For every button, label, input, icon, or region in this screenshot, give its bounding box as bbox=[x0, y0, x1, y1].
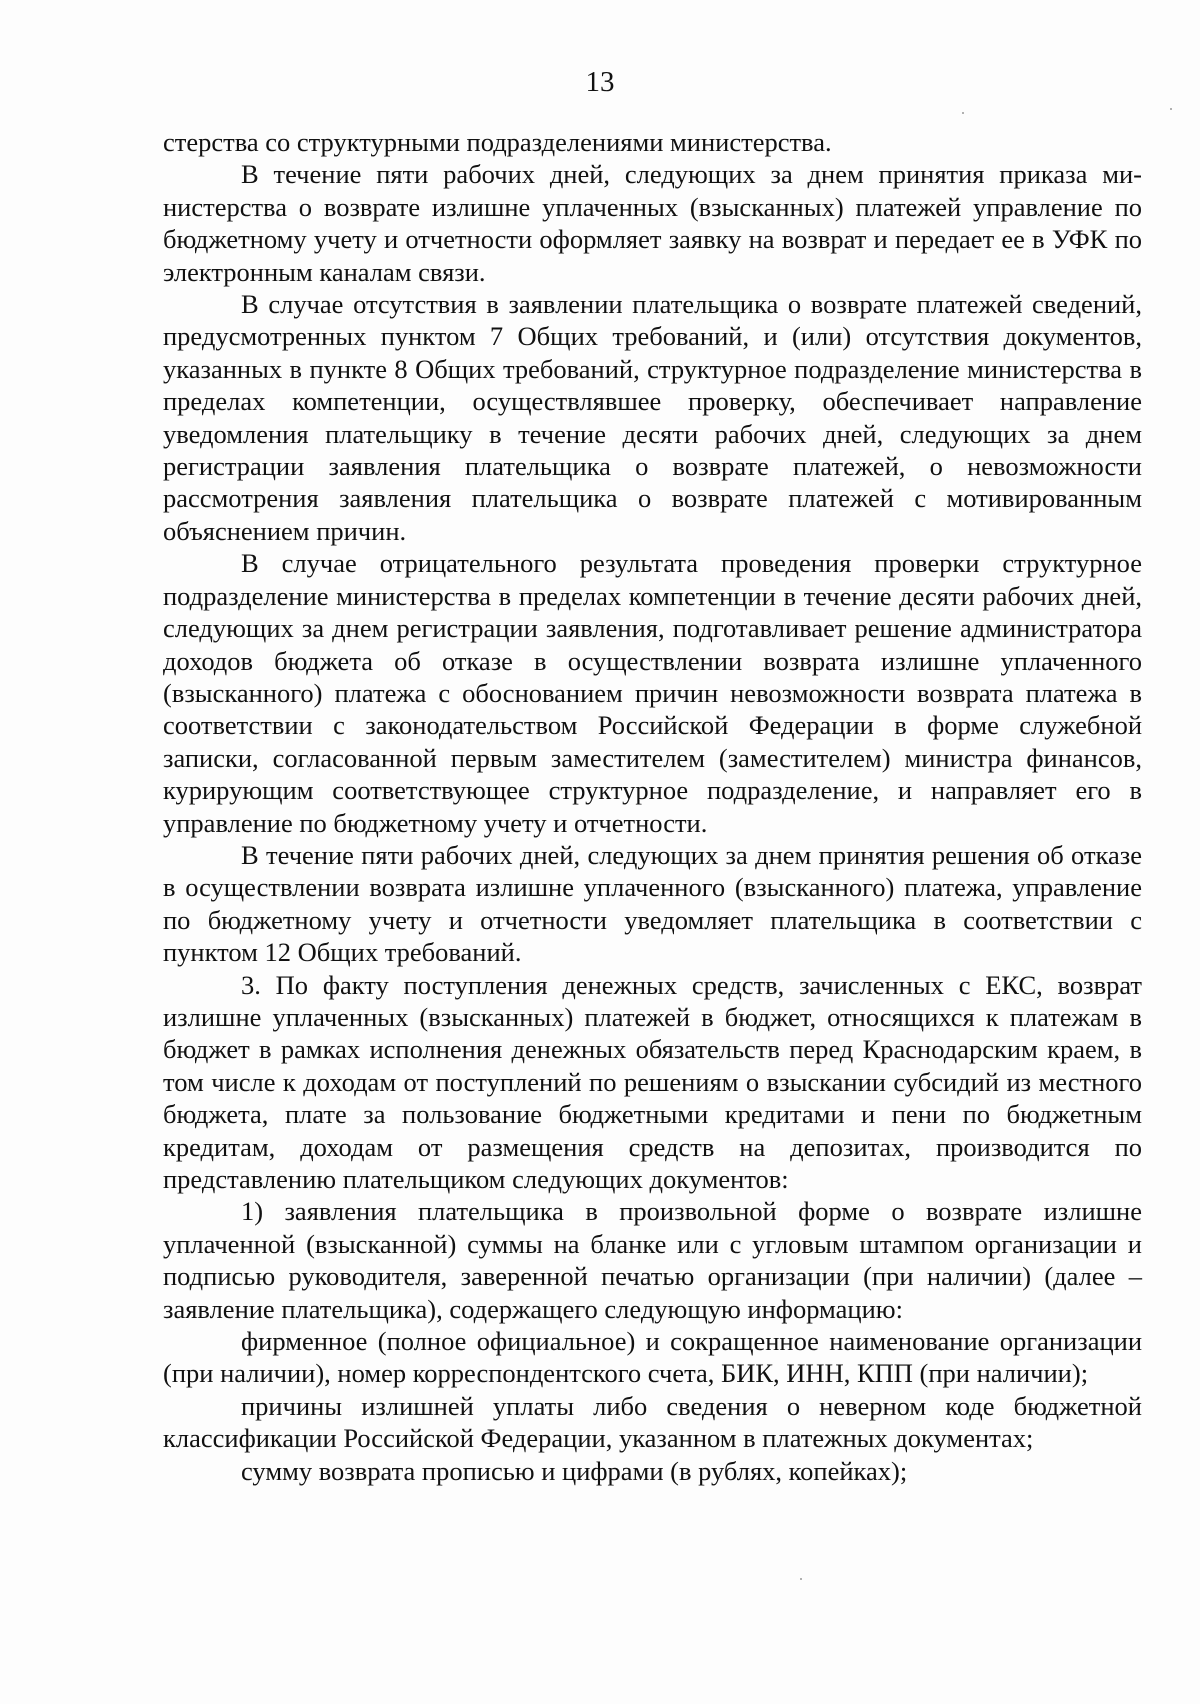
paragraph: В случае отсутствия в заявлении плательщика о возврате платежей сведений, предусмотренных пунктом 7 Общих требований, и (или) отсутствия документов, указанных в пункте 8 Общих требований, структурное подразделение министерства в пределах компетенции, осуществлявшее проверку, обеспечивает направление уведомления плательщику в течение десяти рабочих дней, следующих за днем регистрации заявления плательщика о возврате платежей, о невозможности рассмотрения заявления плательщика о возврате платежей с мотивированным объяснением причин. bbox=[163, 289, 1142, 546]
scan-speck bbox=[1170, 108, 1172, 110]
paragraph: сумму возврата прописью и цифрами (в рублях, копейках); bbox=[241, 1455, 908, 1486]
paragraph: В течение пяти рабочих дней, следующих за днем принятия решения об отказе в осуществлении возврата излишне уплаченного (взысканного) платежа, управление по бюджетному учету и отчетности уведомляет плательщика в соответствии с пунктом 12 Общих требований. bbox=[163, 839, 1142, 968]
paragraph: 1) заявления плательщика в произвольной форме о возврате излишне уплаченной (взысканной) суммы на бланке или с угловым штампом организации и подписью руководителя, заверенной печатью организации (при наличии) (далее – заявление плательщика), содержащего следующую информацию: bbox=[163, 1196, 1142, 1324]
scan-speck bbox=[800, 1578, 802, 1580]
paragraph: причины излишней уплаты либо сведения о неверном коде бюджетной классификации Российской Федерации, указанном в платежных документах; bbox=[163, 1390, 1142, 1454]
paragraph: фирменное (полное официальное) и сокращенное наименование организации (при наличии), номер корреспондентского счета, БИК, ИНН, КПП (при наличии); bbox=[163, 1326, 1142, 1389]
document-body bbox=[163, 126, 1142, 1487]
paragraph: В случае отрицательного результата проведения проверки структурное подразделение министерства в пределах компетенции в течение десяти рабочих дней, следующих за днем регистрации заявления, подготавливает решение администратора доходов бюджета об отказе в осуществлении возврата излишне уплаченного (взысканного) платежа с обоснованием причин невозможности возврата платежа в соответствии с законодательством Российской Федерации в форме служебной записки, согласованной первым заместителем (заместителем) министра финансов, курирующим соответствующее структурное подразделение, и направляет его в управление по бюджетному учету и отчетности. bbox=[163, 548, 1142, 838]
paragraph: В течение пяти рабочих дней, следующих за днем принятия приказа министерства о возврате излишне уплаченных (взысканных) платежей управление по бюджетному учету и отчетности оформляет заявку на возврат и передает ее в УФК по электронным каналам связи. bbox=[163, 159, 1142, 287]
paragraph: стерства со структурными подразделениями министерства. bbox=[163, 127, 832, 157]
scan-speck bbox=[962, 112, 964, 114]
page-number: 13 bbox=[585, 66, 615, 98]
paragraph: 3. По факту поступления денежных средств, зачисленных с ЕКС, возврат излишне уплаченных (взысканных) платежей в бюджет, относящихся к платежам в бюджет в рамках исполнения денежных обязательств перед Краснодарским краем, в том числе к доходам от поступлений по решениям о взыскании субсидий из местного бюджета, плате за пользование бюджетными кредитами и пени по бюджетным кредитам, доходам от размещения средств на депозитах, производится по представлению плательщиком следующих документов: bbox=[163, 969, 1142, 1194]
